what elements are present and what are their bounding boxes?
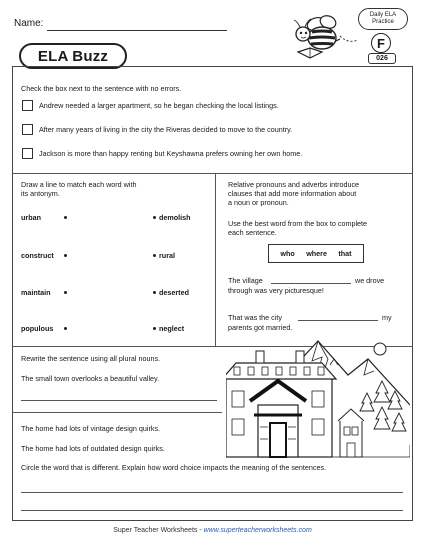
name-label: Name: (14, 18, 44, 29)
sentence2-blank[interactable] (298, 320, 378, 321)
sentence1-end: we drove (355, 276, 385, 285)
word-choice-question: Circle the word that is different. Explain how word choice impacts the meaning of the sentences. (21, 463, 327, 472)
right-word-3: deserted (159, 288, 189, 297)
sentence2-line-2: parents got married. (228, 323, 293, 332)
comparison-sentence-1: The home had lots of vintage design quirks. (21, 424, 161, 433)
explanation-answer-line-2[interactable] (21, 510, 403, 511)
word-bank-item: who (280, 249, 295, 258)
sentence1-blank[interactable] (271, 283, 351, 284)
match-dot[interactable] (64, 327, 67, 330)
option-text-3: Jackson is more than happy renting but Keyshawna prefers owning her own home. (39, 149, 303, 158)
option-text-1: Andrew needed a larger apartment, so he began checking the local listings. (39, 101, 279, 110)
badge-line-1: Daily ELA (369, 12, 397, 18)
match-dot[interactable] (153, 327, 156, 330)
match-dot[interactable] (153, 291, 156, 294)
footer-brand: Super Teacher Worksheets - (113, 527, 204, 534)
match-dot[interactable] (64, 254, 67, 257)
option-checkbox-2[interactable] (22, 124, 33, 135)
badge-line-2: Practice (372, 19, 394, 25)
word-bank-item: that (338, 249, 352, 258)
left-word-1: urban (21, 213, 41, 222)
pronoun-directions-line-2: each sentence. (228, 228, 277, 237)
word-bank (268, 244, 364, 263)
left-word-2: construct (21, 251, 54, 260)
plural-instruction: Rewrite the sentence using all plural nouns. (21, 354, 161, 363)
pronoun-directions-line-1: Use the best word from the box to complete (228, 219, 368, 228)
match-dot[interactable] (64, 291, 67, 294)
daily-practice-badge (358, 8, 408, 30)
sentence2-end: my (382, 313, 392, 322)
explanation-answer-line-1[interactable] (21, 492, 403, 493)
sentence1-line-2: through was very picturesque! (228, 286, 324, 295)
left-word-3: maintain (21, 288, 51, 297)
right-word-2: rural (159, 251, 175, 260)
pronoun-intro-line-3: a noun or pronoun. (228, 198, 289, 207)
section-divider (12, 173, 413, 174)
plural-sentence: The small town overlooks a beautiful valley. (21, 374, 160, 383)
plural-answer-line[interactable] (21, 400, 217, 401)
match-dot[interactable] (153, 216, 156, 219)
house-mountain-illustration (226, 335, 410, 460)
option-text-2: After many years of living in the city the Riveras decided to move to the country. (39, 125, 293, 134)
match-dot[interactable] (153, 254, 156, 257)
left-word-4: populous (21, 324, 54, 333)
footer-url-link[interactable]: www.superteacherworksheets.com (203, 527, 312, 534)
footer (0, 527, 425, 534)
sentence2-start: That was the city (228, 313, 282, 322)
matching-instruction-line-1: Draw a line to match each word with (21, 180, 137, 189)
comparison-sentence-2: The home had lots of outdated design quirks. (21, 444, 165, 453)
match-dot[interactable] (64, 216, 67, 219)
option-checkbox-3[interactable] (22, 148, 33, 159)
option-checkbox-1[interactable] (22, 100, 33, 111)
section1-instruction: Check the box next to the sentence with no errors. (21, 84, 182, 93)
matching-instruction-line-2: its antonym. (21, 189, 60, 198)
section-divider (12, 412, 222, 413)
level-letter: F (371, 33, 391, 53)
word-bank-item: where (306, 249, 327, 258)
pronoun-intro-line-2: clauses that add more information about (228, 189, 357, 198)
bee-reading-illustration (286, 6, 358, 64)
name-line[interactable] (47, 30, 227, 31)
sentence1-start: The village (228, 276, 263, 285)
right-word-4: neglect (159, 324, 185, 333)
worksheet-title: ELA Buzz (19, 43, 127, 69)
right-word-1: demolish (159, 213, 191, 222)
pronoun-intro-line-1: Relative pronouns and adverbs introduce (228, 180, 360, 189)
column-divider (215, 173, 216, 346)
worksheet-number: 026 (368, 53, 396, 64)
